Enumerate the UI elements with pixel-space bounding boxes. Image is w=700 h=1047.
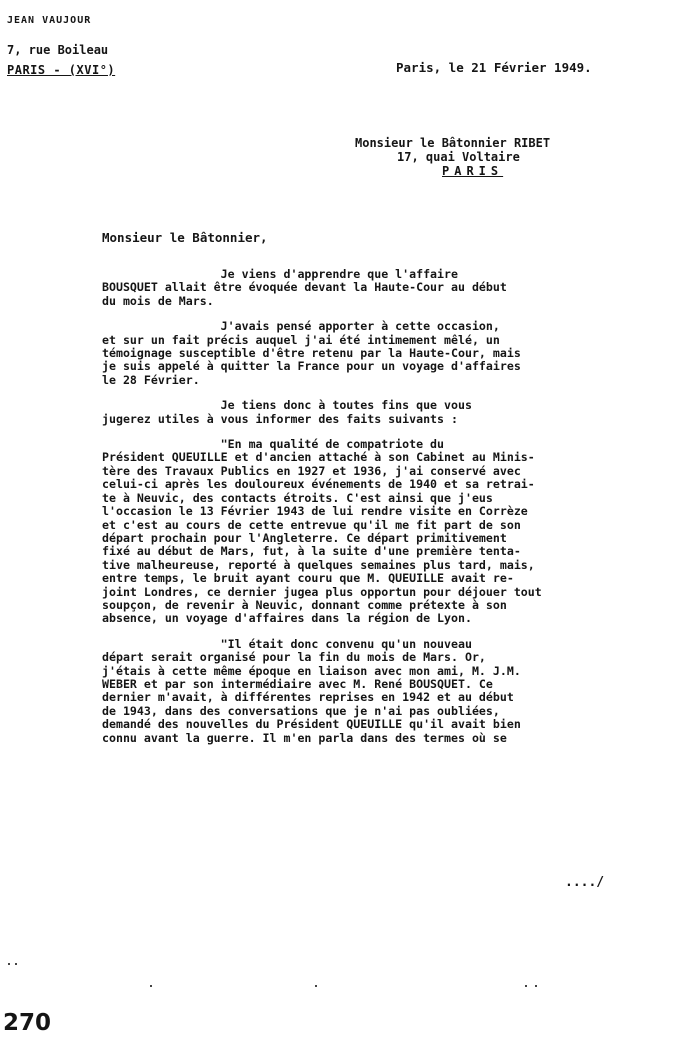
text-line: tive malheureuse, reporté à quelques semaines plus tard, mais, <box>102 557 535 572</box>
text-line: connu avant la guerre. Il m'en parla dans des termes où se <box>102 730 507 745</box>
text-line: témoignage susceptible d'être retenu par la Haute-Cour, mais <box>102 346 521 361</box>
recipient-street: 17, quai Voltaire <box>397 150 520 164</box>
text-line: du mois de Mars. <box>102 293 214 308</box>
text-line: celui-ci après les douloureux événements de 1940 et sa retrai- <box>102 477 535 492</box>
scan-speck <box>525 985 527 987</box>
text-line: tère des Travaux Publics en 1927 et 1936, j'ai conservé avec <box>102 463 521 478</box>
sender-name: JEAN VAUJOUR <box>7 15 92 26</box>
text-line: soupçon, de revenir à Neuvic, donnant comme prétexte à son <box>102 597 507 612</box>
sender-street: 7, rue Boileau <box>7 43 109 57</box>
text-line: départ prochain pour l'Angleterre. Ce départ primitivement <box>102 530 507 545</box>
paragraph <box>102 438 688 626</box>
text-line: te à Neuvic, des contacts étroits. C'est ainsi que j'eus <box>102 490 493 505</box>
text-line: entre temps, le bruit ayant couru que M. QUEUILLE avait re- <box>102 571 514 586</box>
sender-letterhead <box>7 14 115 80</box>
text-line: "En ma qualité de compatriote du <box>102 437 445 452</box>
scan-speck <box>535 985 537 987</box>
text-line: demandé des nouvelles du Président QUEUILLE qu'il avait bien <box>102 717 521 732</box>
scan-speck <box>15 963 17 965</box>
text-line: de 1943, dans des conversations que je n'ai pas oubliées, <box>102 703 500 718</box>
scan-speck <box>8 963 10 965</box>
paragraph <box>102 320 688 387</box>
text-line: Président QUEUILLE et d'ancien attaché à son Cabinet au Minis- <box>102 450 535 465</box>
paragraph <box>102 638 688 745</box>
text-line: WEBER et par son intermédiaire avec M. René BOUSQUET. Ce <box>102 676 493 691</box>
text-line: l'occasion le 13 Février 1943 de lui rendre visite en Corrèze <box>102 504 528 519</box>
salutation: Monsieur le Bâtonnier, <box>102 230 268 245</box>
text-line: et c'est au cours de cette entrevue qu'il me fit part de son <box>102 517 521 532</box>
letter-body <box>102 268 688 757</box>
recipient-address <box>355 136 550 178</box>
text-line: Je viens d'apprendre que l'affaire <box>102 267 458 281</box>
text-line: BOUSQUET allait être évoquée devant la Haute-Cour au début <box>102 280 507 295</box>
text-line: joint Londres, ce dernier jugea plus opportun pour déjouer tout <box>102 584 542 599</box>
continuation-mark: ..../ <box>565 875 605 890</box>
scan-speck <box>315 985 317 987</box>
text-line: je suis appelé à quitter la France pour un voyage d'affaires <box>102 359 521 374</box>
text-line: fixé au début de Mars, fut, à la suite d'une première tenta- <box>102 544 521 559</box>
paragraph <box>102 268 688 308</box>
sender-city: PARIS - (XVI°) <box>7 63 116 77</box>
text-line: jugerez utiles à vous informer des faits suivants : <box>102 411 458 426</box>
page-number: 270 <box>3 1010 52 1036</box>
text-line: le 28 Février. <box>102 372 200 387</box>
paragraph <box>102 399 688 426</box>
text-line: et sur un fait précis auquel j'ai été intimement mêlé, un <box>102 332 500 347</box>
text-line: "Il était donc convenu qu'un nouveau <box>102 636 472 651</box>
text-line: absence, un voyage d'affaires dans la région de Lyon. <box>102 611 472 626</box>
text-line: dernier m'avait, à différentes reprises en 1942 et au début <box>102 690 514 705</box>
text-line: départ serait organisé pour la fin du mois de Mars. Or, <box>102 650 486 665</box>
text-line: Je tiens donc à toutes fins que vous <box>102 398 472 413</box>
text-line: J'avais pensé apporter à cette occasion, <box>102 319 500 334</box>
scan-speck <box>150 985 152 987</box>
recipient-name: Monsieur le Bâtonnier RIBET <box>355 136 551 150</box>
text-line: j'étais à cette même époque en liaison avec mon ami, M. J.M. <box>102 663 521 678</box>
recipient-city: PARIS <box>442 164 504 178</box>
letter-date: Paris, le 21 Février 1949. <box>396 60 592 75</box>
